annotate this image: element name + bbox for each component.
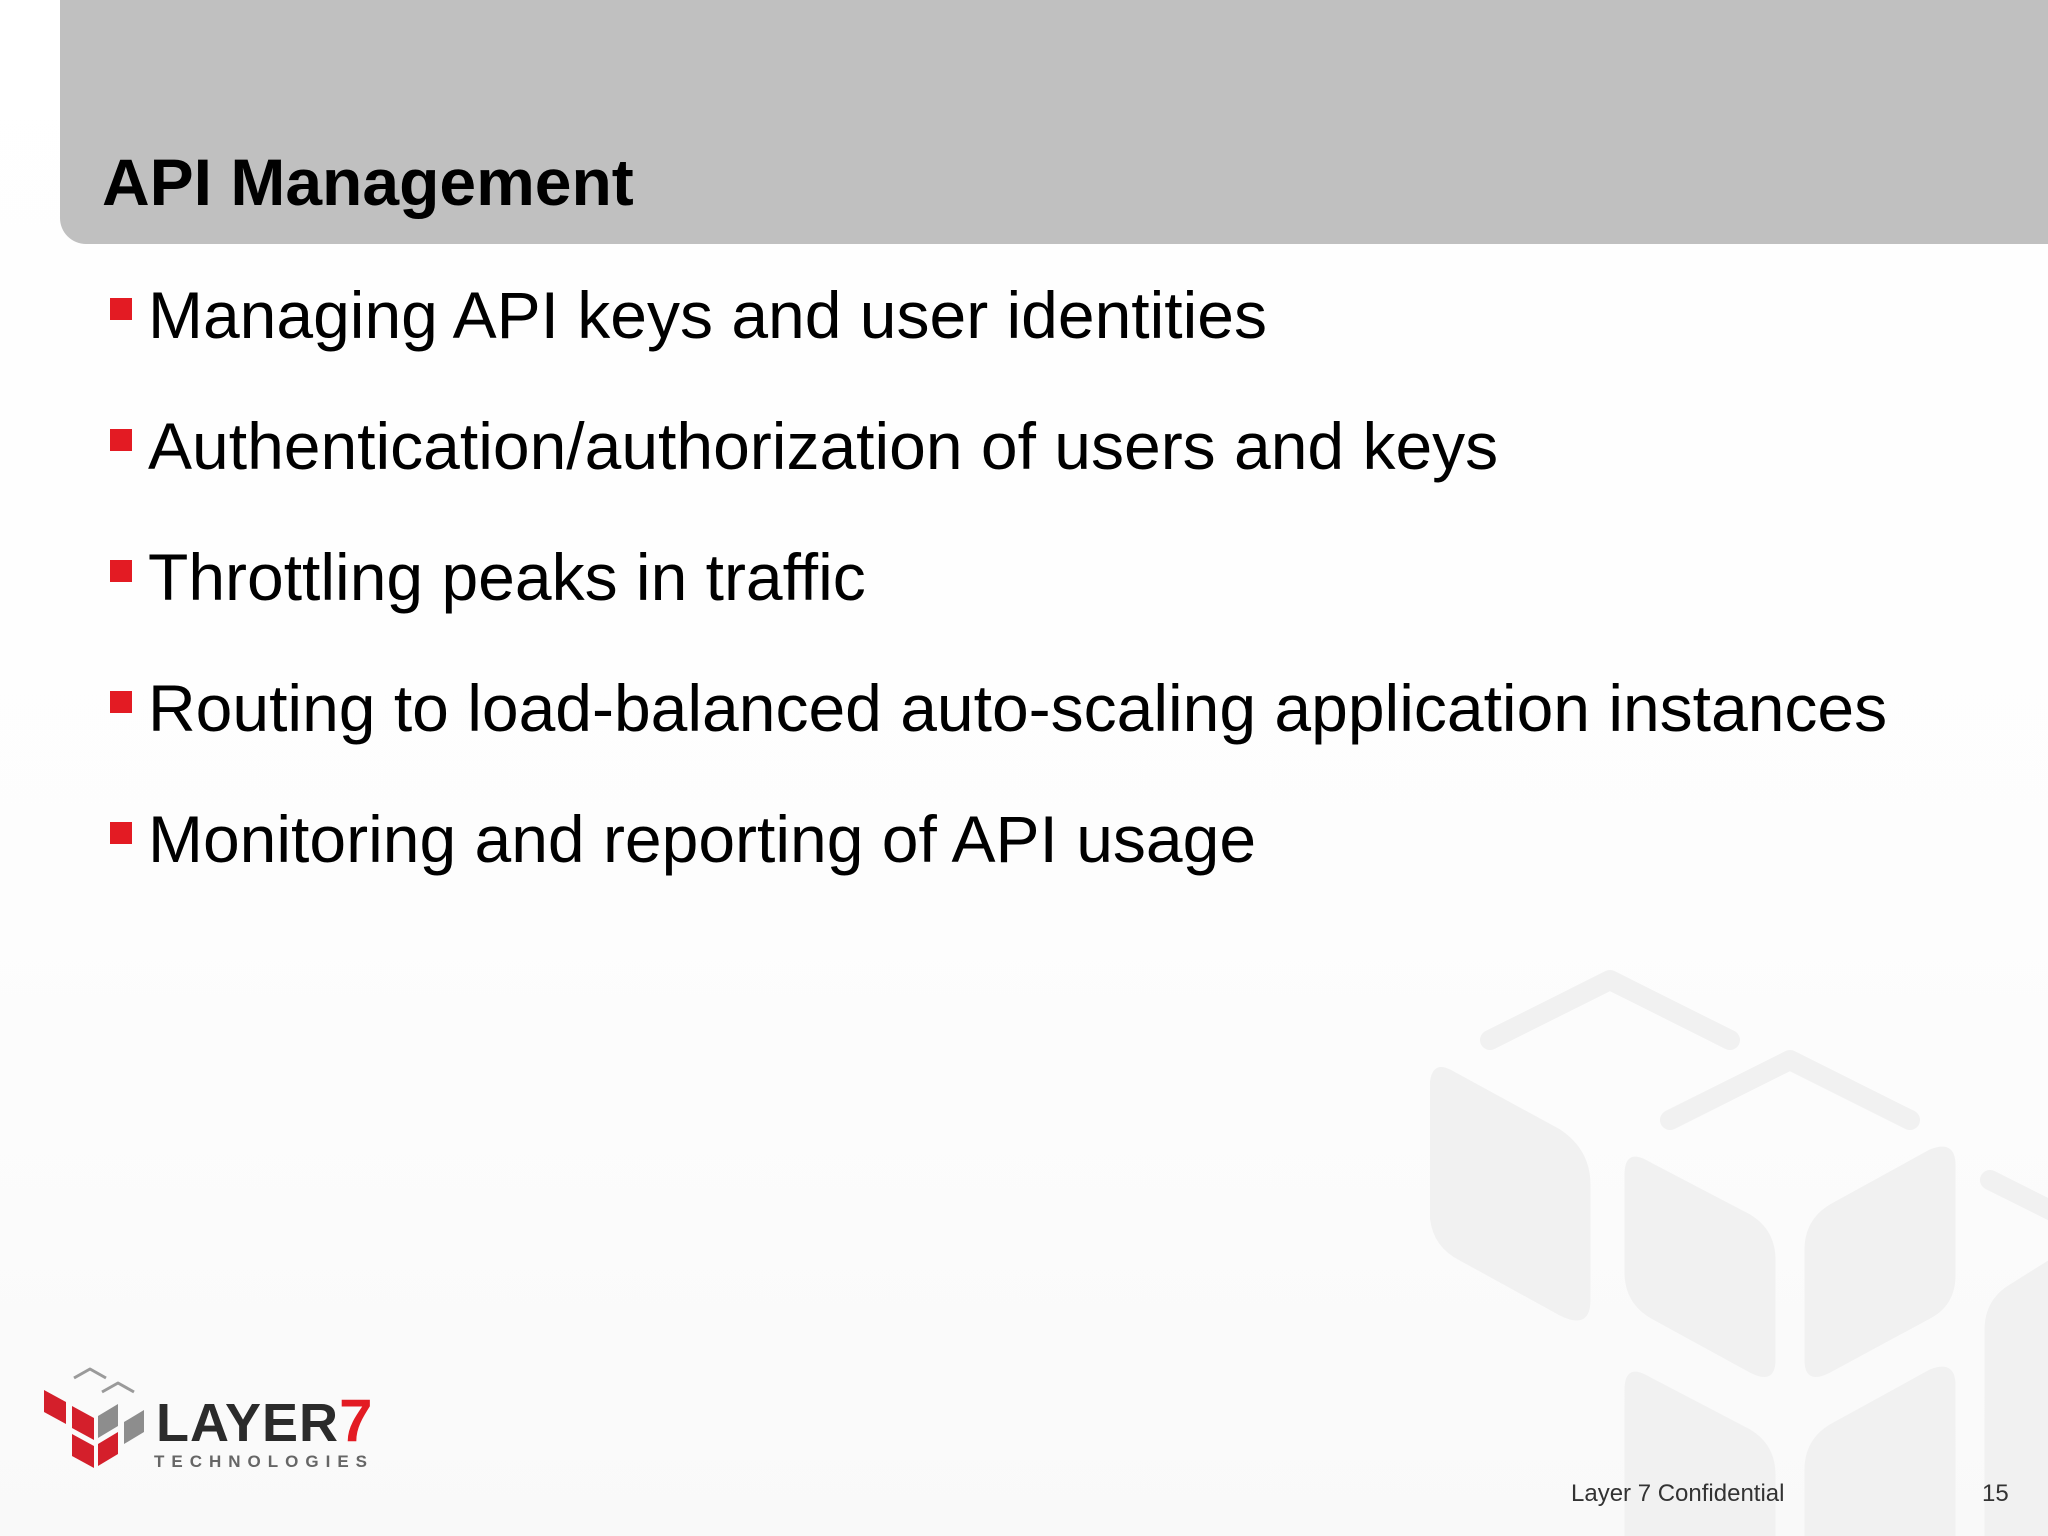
- bullet-square-icon: [110, 691, 132, 713]
- slide-title: API Management: [102, 145, 634, 219]
- bullet-text: Routing to load-balanced auto-scaling application instances: [148, 671, 1888, 745]
- layer7-cube-icon: [40, 1366, 156, 1478]
- bullet-square-icon: [110, 560, 132, 582]
- logo-word-seven: 7: [339, 1387, 374, 1454]
- bullet-item: [108, 403, 1887, 534]
- bullet-text: Throttling peaks in traffic: [148, 540, 866, 614]
- bullet-square-icon: [110, 822, 132, 844]
- bullet-item: [108, 796, 1887, 927]
- bullet-text: Monitoring and reporting of API usage: [148, 802, 1257, 876]
- bullet-item: [108, 665, 1887, 796]
- bullet-list: [108, 272, 1887, 927]
- bullet-item: [108, 534, 1887, 665]
- bullet-square-icon: [110, 298, 132, 320]
- logo-wordmark: [156, 1387, 374, 1454]
- layer7-logo: [40, 1366, 400, 1486]
- logo-word-layer: LAYER: [156, 1393, 340, 1453]
- bullet-text: Managing API keys and user identities: [148, 278, 1268, 352]
- logo-subtitle: TECHNOLOGIES: [154, 1452, 375, 1471]
- page-number: 15: [1982, 1480, 2009, 1507]
- bullet-item: [108, 272, 1887, 403]
- footer-confidential: Layer 7 Confidential: [1571, 1480, 1785, 1507]
- cube-watermark-icon: [1430, 960, 2048, 1536]
- bullet-text: Authentication/authorization of users and keys: [148, 409, 1499, 483]
- bullet-square-icon: [110, 429, 132, 451]
